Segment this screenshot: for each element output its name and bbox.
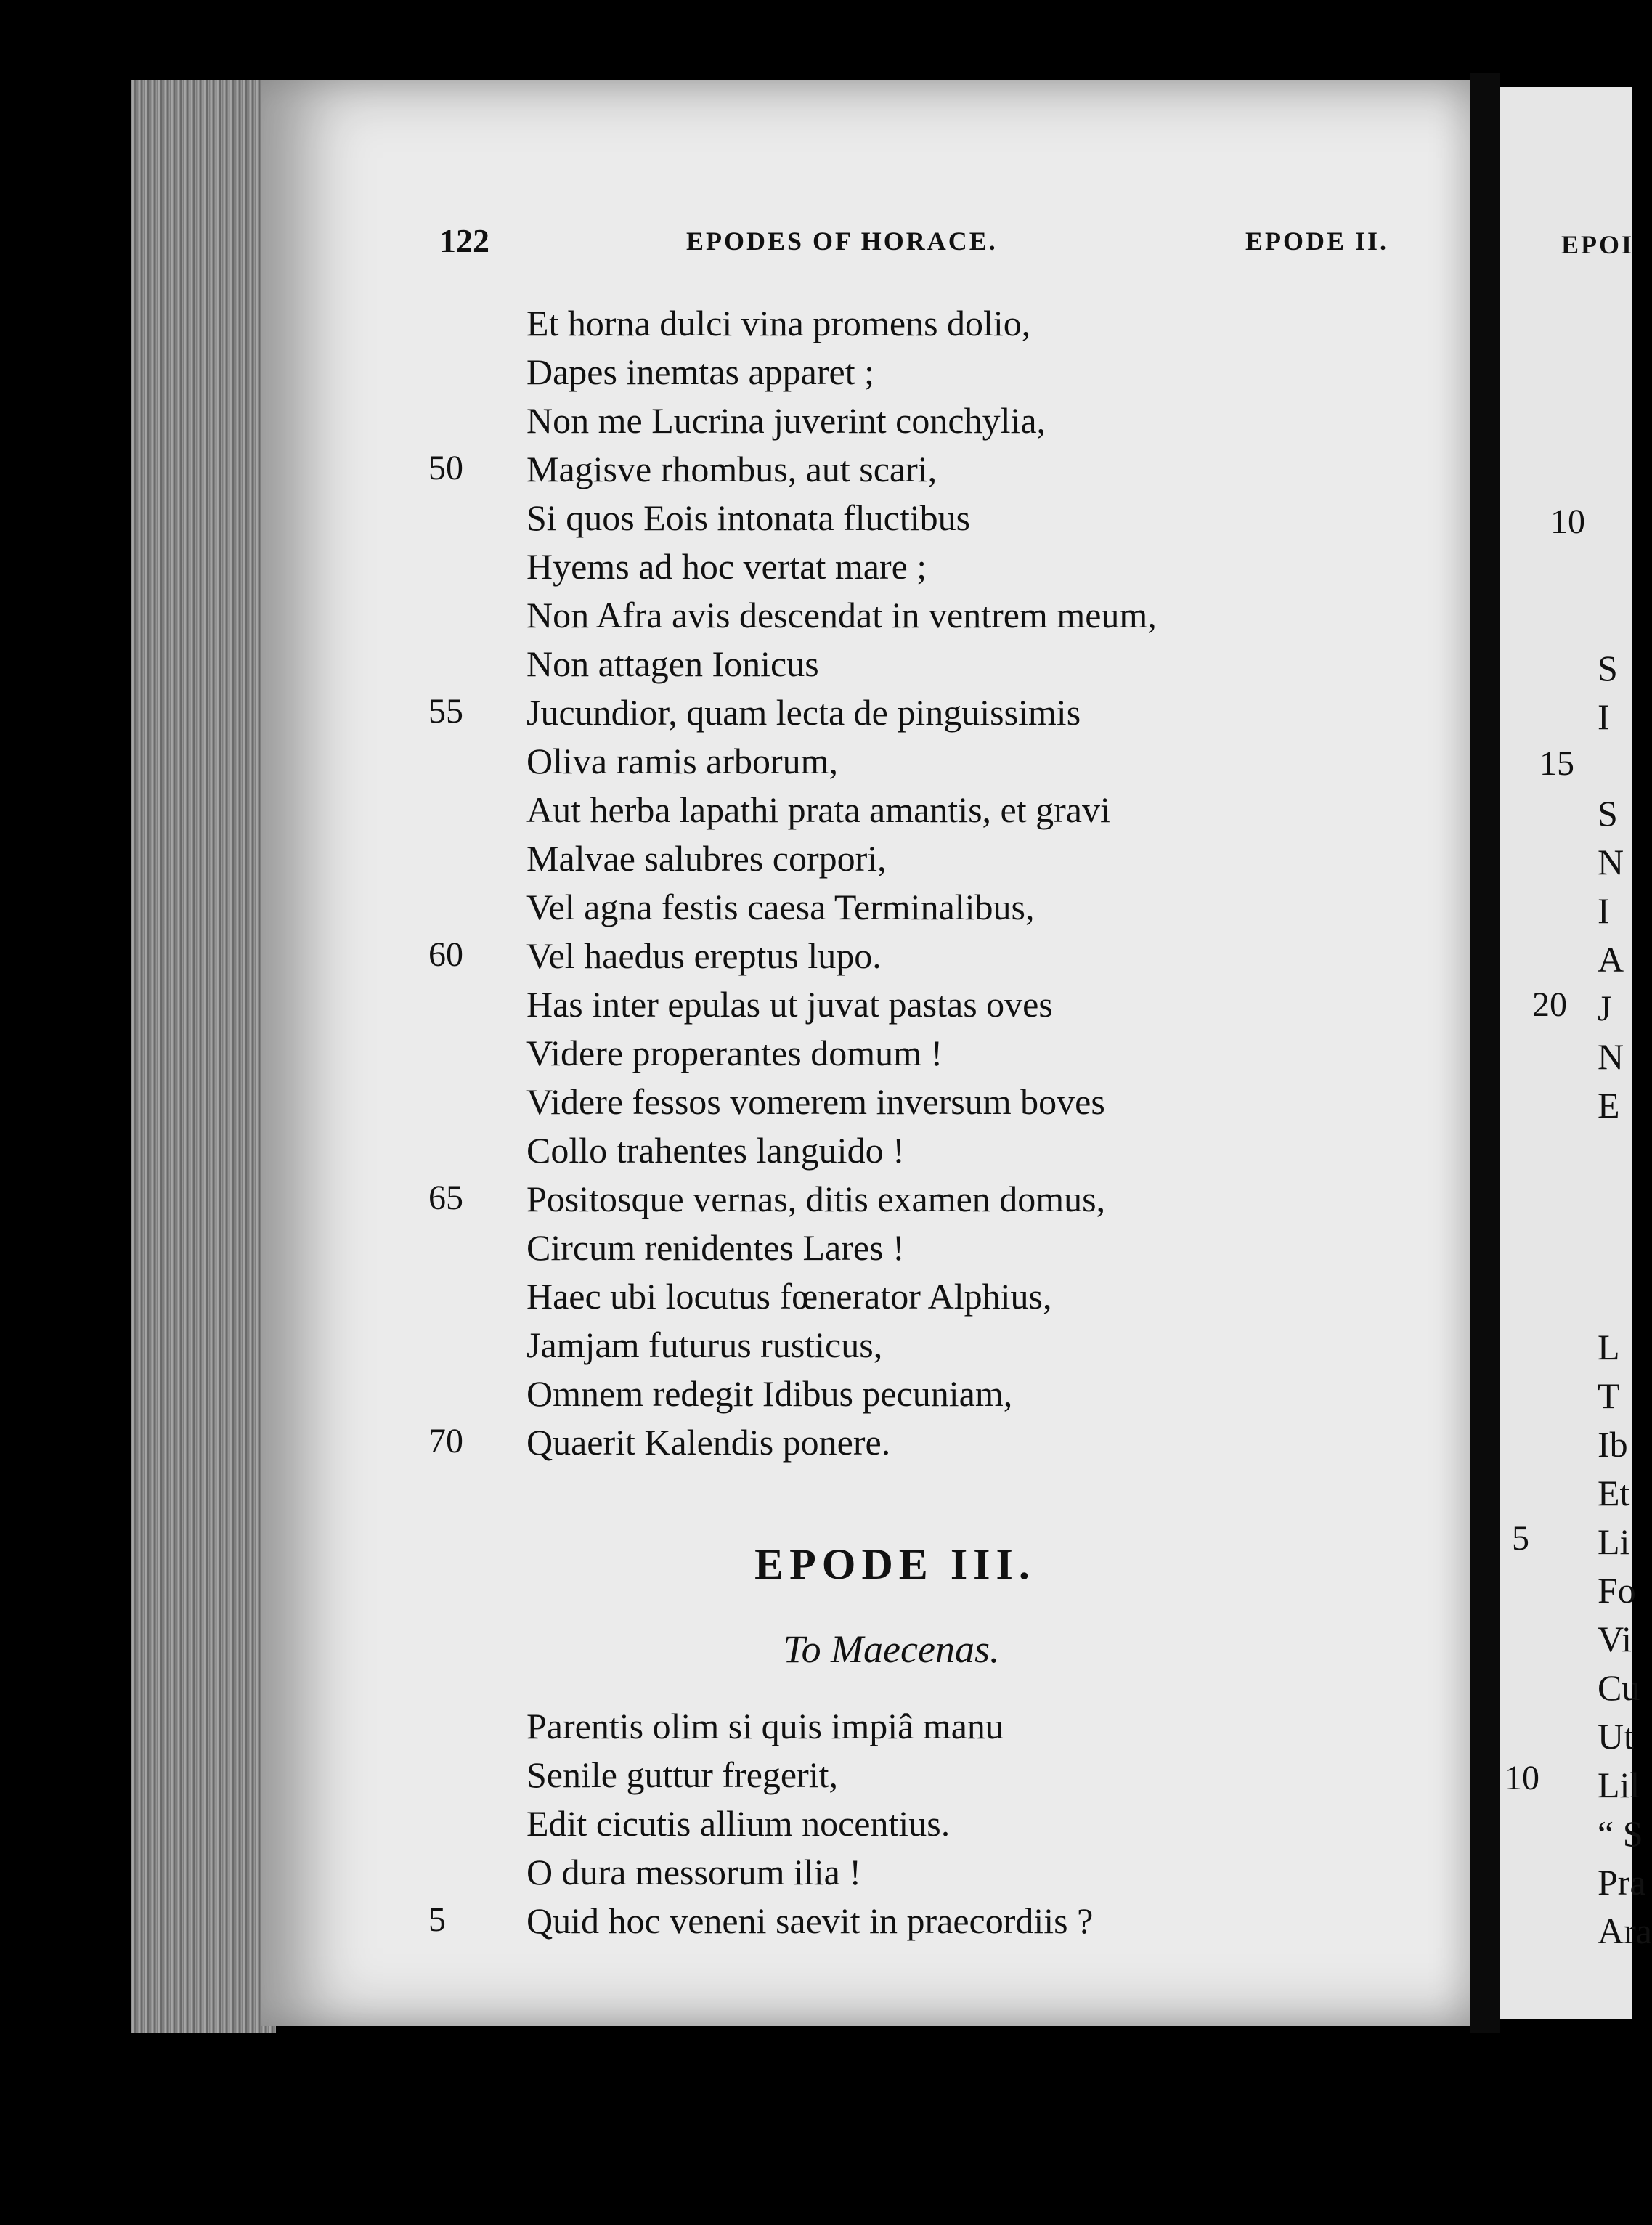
facing-line-number: 15 bbox=[1539, 744, 1574, 783]
facing-fragment: Et bbox=[1598, 1473, 1630, 1513]
section-label: EPODE II. bbox=[1245, 227, 1389, 256]
facing-fragment: N bbox=[1598, 1036, 1624, 1077]
facing-fragment: T bbox=[1598, 1375, 1620, 1416]
verse-line: Omnem redegit Idibus pecuniam, bbox=[526, 1373, 1013, 1414]
facing-line-number: 10 bbox=[1505, 1759, 1539, 1797]
facing-fragment: J bbox=[1598, 988, 1612, 1028]
verse-line: Vel agna festis caesa Terminalibus, bbox=[526, 887, 1035, 927]
verse-line: Jucundior, quam lecta de pinguissimis bbox=[526, 692, 1081, 733]
facing-fragment: E bbox=[1598, 1085, 1620, 1126]
line-number: 5 bbox=[428, 1900, 446, 1939]
verse-line: Non me Lucrina juverint conchylia, bbox=[526, 400, 1046, 441]
facing-fragment: Vi bbox=[1598, 1619, 1632, 1659]
verse-line: Non Afra avis descendat in ventrem meum, bbox=[526, 595, 1157, 635]
facing-fragment: Ib bbox=[1598, 1424, 1628, 1465]
verse-line: O dura messorum ilia ! bbox=[526, 1852, 862, 1892]
verse-line: Positosque vernas, ditis examen domus, bbox=[526, 1179, 1106, 1219]
verse-line: Vel haedus ereptus lupo. bbox=[526, 935, 882, 976]
verse-line: Jamjam futurus rusticus, bbox=[526, 1325, 883, 1365]
verse-line: Senile guttur fregerit, bbox=[526, 1754, 839, 1795]
facing-fragment: Ara bbox=[1598, 1911, 1652, 1951]
facing-line-number: 20 bbox=[1532, 985, 1567, 1024]
facing-fragment: N bbox=[1598, 842, 1624, 882]
facing-fragment: S bbox=[1598, 793, 1618, 834]
verse-line: Parentis olim si quis impiâ manu bbox=[526, 1706, 1004, 1746]
facing-line-number: 5 bbox=[1512, 1519, 1529, 1558]
facing-fragment: I bbox=[1598, 890, 1610, 931]
facing-fragment: Li bbox=[1598, 1521, 1630, 1562]
facing-line-number: 10 bbox=[1550, 503, 1585, 541]
facing-fragment: L bbox=[1598, 1327, 1620, 1367]
line-number: 60 bbox=[428, 935, 463, 974]
page-edge bbox=[131, 80, 276, 2033]
facing-fragment: Ut bbox=[1598, 1716, 1634, 1757]
verse-line: Circum renidentes Lares ! bbox=[526, 1227, 905, 1268]
verse-line: Edit cicutis allium nocentius. bbox=[526, 1803, 951, 1844]
facing-fragment: S bbox=[1598, 648, 1618, 688]
section-title: EPODE III. bbox=[754, 1540, 1035, 1588]
facing-fragment: “ S bbox=[1598, 1813, 1643, 1854]
verse-line: Oliva ramis arborum, bbox=[526, 741, 839, 781]
verse-line: Aut herba lapathi prata amantis, et gravi bbox=[526, 789, 1110, 830]
facing-fragment: I bbox=[1598, 696, 1610, 737]
verse-line: Hyems ad hoc vertat mare ; bbox=[526, 546, 927, 587]
verse-line: Quaerit Kalendis ponere. bbox=[526, 1422, 891, 1463]
page-number: 122 bbox=[439, 222, 489, 259]
line-number: 50 bbox=[428, 449, 463, 487]
facing-fragment: Pra bbox=[1598, 1862, 1646, 1903]
book-gutter bbox=[1470, 73, 1500, 2033]
facing-fragment: Cu bbox=[1598, 1667, 1640, 1708]
verse-line: Quid hoc veneni saevit in praecordiis ? bbox=[526, 1900, 1094, 1941]
line-number: 65 bbox=[428, 1179, 463, 1217]
verse-line: Collo trahentes languido ! bbox=[526, 1130, 905, 1171]
verse-line: Et horna dulci vina promens dolio, bbox=[526, 303, 1031, 343]
section-subtitle: To Maecenas. bbox=[783, 1627, 1000, 1671]
verse-line: Dapes inemtas apparet ; bbox=[526, 351, 874, 392]
line-number: 55 bbox=[428, 692, 463, 731]
verse-line: Videre properantes domum ! bbox=[526, 1033, 943, 1073]
running-title: EPODES OF HORACE. bbox=[686, 227, 998, 256]
facing-fragment: A bbox=[1598, 939, 1624, 980]
page-header bbox=[261, 221, 1470, 265]
verse-line: Magisve rhombus, aut scari, bbox=[526, 449, 937, 489]
verse-line: Non attagen Ionicus bbox=[526, 643, 819, 684]
verse-line: Has inter epulas ut juvat pastas oves bbox=[526, 984, 1053, 1025]
facing-page-header: EPOI bbox=[1561, 230, 1635, 259]
facing-fragment: Fo bbox=[1598, 1570, 1636, 1611]
verse-line: Malvae salubres corpori, bbox=[526, 838, 887, 879]
facing-fragment: Lil bbox=[1598, 1765, 1640, 1805]
verse-line: Haec ubi locutus fœnerator Alphius, bbox=[526, 1276, 1052, 1317]
verse-line: Si quos Eois intonata fluctibus bbox=[526, 497, 971, 538]
line-number: 70 bbox=[428, 1422, 463, 1460]
verse-line: Videre fessos vomerem inversum boves bbox=[526, 1081, 1105, 1122]
